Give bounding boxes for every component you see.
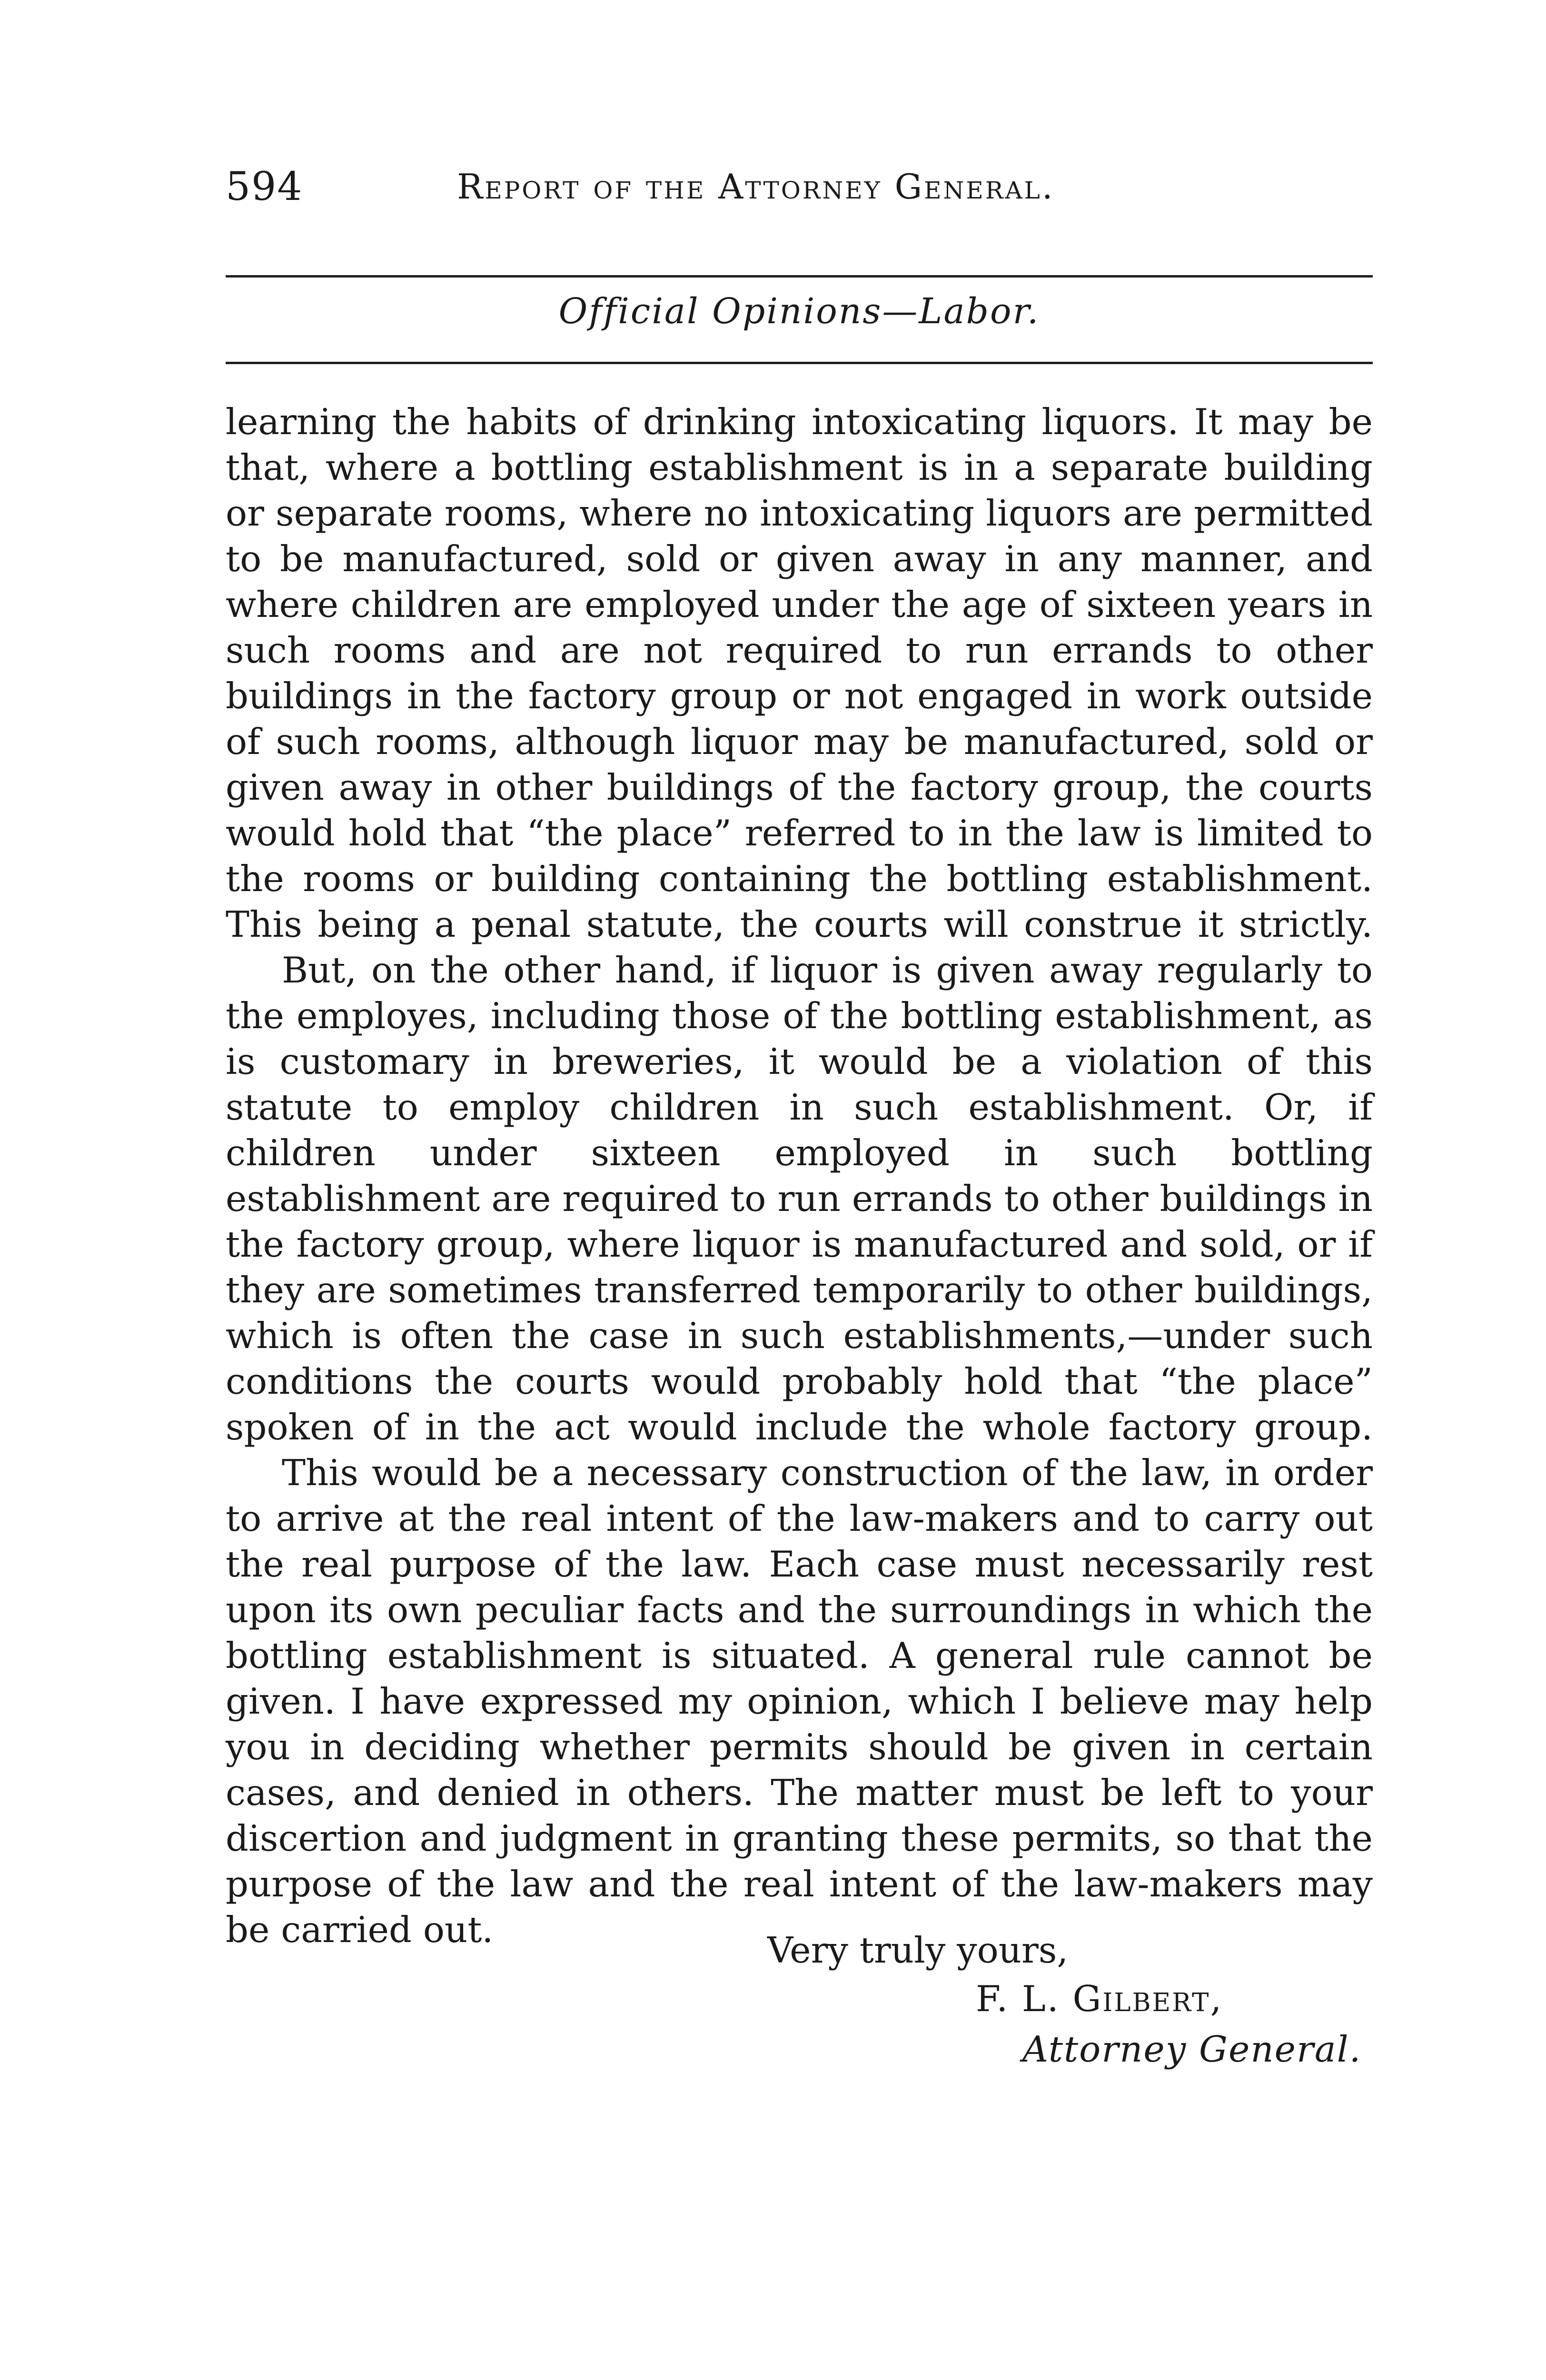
page-number: 594 [226, 164, 303, 209]
paragraph-3: This would be a necessary construction of the law, in order to arrive at the real intent of the law-makers and to carry out the real purpose of the law. Each case must necessarily rest upon its own peculiar facts and the surroundings in which the bottling establishment is situated. A general rule cannot be given. I have expressed my opinion, which I believe may help you in deciding whether permits should be given in certain cases, and denied in others. The matter must be left to your discertion and judgment in granting these permits, so that the purpose of the law and the real intent of the law-makers may be carried out. [226, 1452, 1373, 1951]
signer-name: F. L. Gilbert, [976, 1978, 1223, 2020]
paragraph-2: But, on the other hand, if liquor is given away regularly to the employes, including those of the bottling establishment, as is customary in breweries, it would be a violation of this statute to employ children in such establishment. Or, if children under sixteen employed in such bottling establishment are required to run errands to other buildings in the factory group, where liquor is manufactured and sold, or if they are sometimes transferred temporarily to other buildings, which is often the case in such establishments,—under such conditions the courts would probably hold that “the place” spoken of in the act would include the whole factory group. [226, 949, 1373, 1448]
signer-title: Attorney General. [1022, 2028, 1362, 2070]
body-text [226, 399, 1373, 1953]
section-title: Official Opinions—Labor. [558, 291, 1040, 332]
closing-line: Very truly yours, [767, 1929, 1069, 1971]
header-rule-top [226, 275, 1373, 278]
paragraph-1: learning the habits of drinking intoxicating liquors. It may be that, where a bottling establishment is in a separate building or separate rooms, where no intoxicating liquors are permitted to be manufactured, sold or given away in any manner, and where children are employed under the age of sixteen years in such rooms and are not required to run errands to other buildings in the factory group or not engaged in work outside of such rooms, although liquor may be manufactured, sold or given away in other buildings of the factory group, the courts would hold that “the place” referred to in the law is limited to the rooms or building containing the bottling establishment. This being a penal statute, the courts will construe it strictly. [226, 401, 1373, 945]
header-rule-bottom [226, 362, 1373, 364]
running-head: Report of the Attorney General. [457, 167, 1055, 207]
